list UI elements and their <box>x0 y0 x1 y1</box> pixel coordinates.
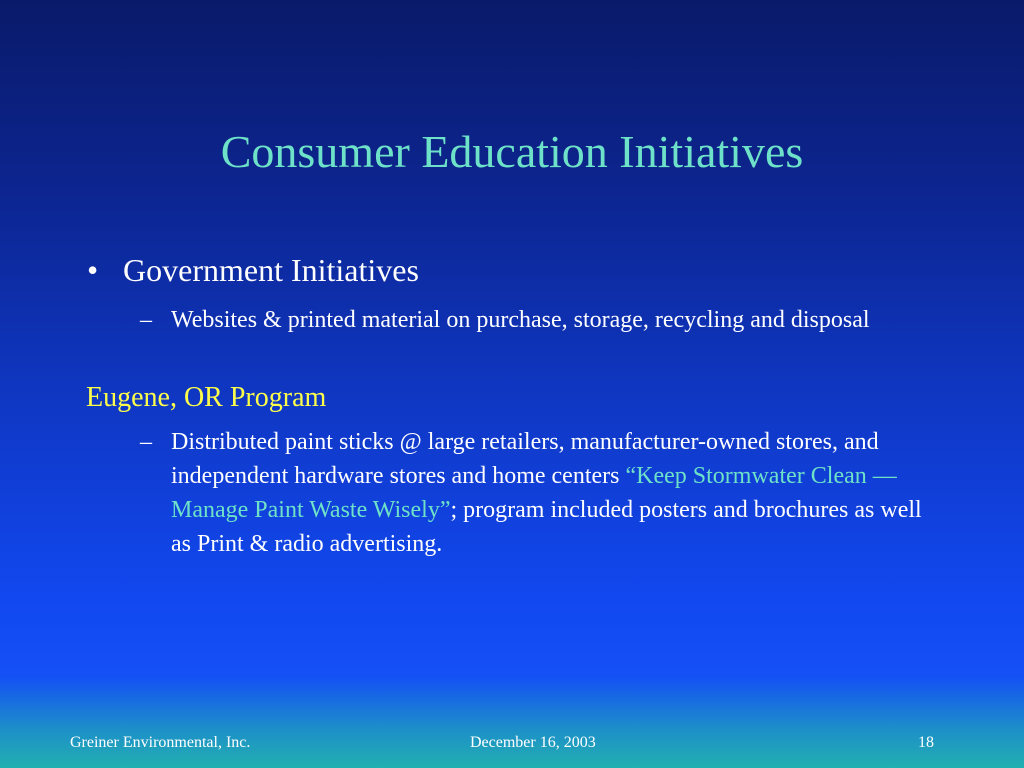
sub-bullet-websites <box>140 303 920 373</box>
footer-page-number: 18 <box>918 734 934 751</box>
campaign-slogan-quote: “Keep Stormwater Clean — Manage Paint Waste Wisely” <box>171 463 897 523</box>
bullet-label: Government Initiatives <box>123 252 419 288</box>
slide-title: Consumer Education Initiatives <box>220 126 804 177</box>
footer-date: December 16, 2003 <box>470 734 596 751</box>
footer-company: Greiner Environmental, Inc. <box>70 734 251 751</box>
sub-bullet-text: Websites & printed material on purchase, storage, recycling and disposal <box>171 307 870 333</box>
sub-bullet-text <box>171 425 930 561</box>
sub-bullet-paint-sticks <box>140 425 930 600</box>
paint-sticks-text-part2: ; program included posters and brochures as well as Print & radio advertising. <box>171 497 922 557</box>
sub-bullet-dash: – <box>140 429 152 455</box>
sub-bullet-dash: – <box>140 307 152 333</box>
paint-sticks-text-part1: Distributed paint sticks @ large retailers, manufacturer-owned stores, and independent hardware stores and home centers <box>171 429 879 489</box>
bullet-dot: • <box>87 252 99 288</box>
eugene-program-heading: Eugene, OR Program <box>86 382 327 413</box>
bullet-government-initiatives <box>87 250 419 290</box>
